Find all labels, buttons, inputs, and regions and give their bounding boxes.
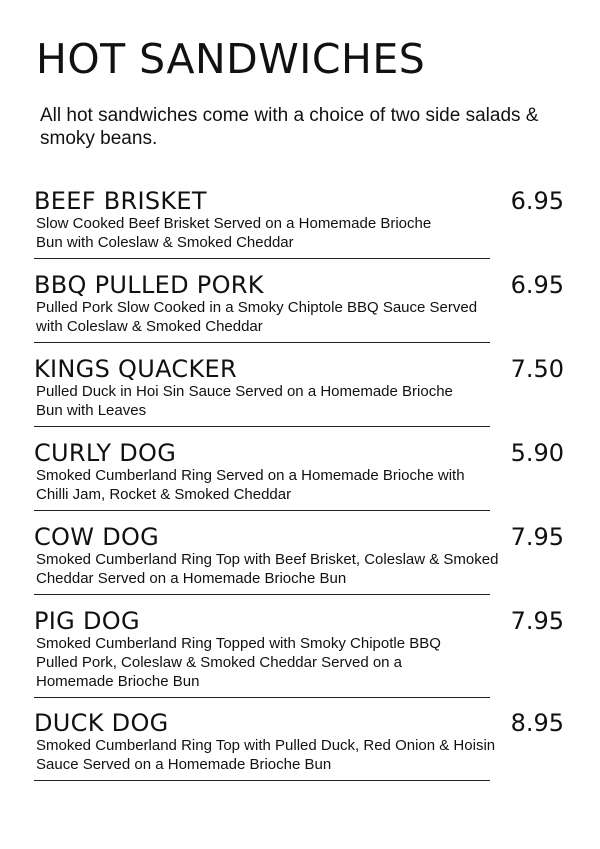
item-price: 6.95 (510, 271, 564, 299)
item-name: PIG DOG (34, 607, 140, 635)
item-divider (34, 510, 490, 511)
item-name: DUCK DOG (34, 709, 169, 737)
item-description: Smoked Cumberland Ring Top with Pulled Duck, Red Onion & Hoisin Sauce Served on a Homemade Brioche Bun (36, 737, 496, 773)
item-description: Pulled Pork Slow Cooked in a Smoky Chiptole BBQ Sauce Served with Coleslaw & Smoked Cheddar (36, 299, 478, 335)
page-title: HOT SANDWICHES (36, 35, 426, 83)
item-description: Pulled Duck in Hoi Sin Sauce Served on a Homemade Brioche Bun with Leaves (36, 383, 453, 419)
intro-text: All hot sandwiches come with a choice of two side salads & smoky beans. (40, 105, 539, 149)
item-description: Smoked Cumberland Ring Served on a Homemade Brioche with Chilli Jam, Rocket & Smoked Cheddar (36, 467, 465, 503)
item-divider (34, 342, 490, 343)
item-divider (34, 780, 490, 781)
item-description: Smoked Cumberland Ring Topped with Smoky Chipotle BBQ Pulled Pork, Coleslaw & Smoked Cheddar Served on a Homemade Brioche Bun (36, 635, 441, 690)
item-divider (34, 258, 490, 259)
item-divider (34, 697, 490, 698)
item-price: 8.95 (510, 709, 564, 737)
item-name: CURLY DOG (34, 439, 177, 467)
item-description: Smoked Cumberland Ring Top with Beef Brisket, Coleslaw & Smoked Cheddar Served on a Homemade Brioche Bun (36, 551, 499, 587)
item-price: 7.50 (510, 355, 564, 383)
item-name: BBQ PULLED PORK (34, 271, 264, 299)
item-price: 7.95 (510, 523, 564, 551)
item-price: 5.90 (510, 439, 564, 467)
item-name: COW DOG (34, 523, 160, 551)
item-name: BEEF BRISKET (34, 187, 207, 215)
item-price: 6.95 (510, 187, 564, 215)
item-name: KINGS QUACKER (34, 355, 237, 383)
item-description: Slow Cooked Beef Brisket Served on a Homemade Brioche Bun with Coleslaw & Smoked Cheddar (36, 215, 432, 251)
item-divider (34, 594, 490, 595)
item-divider (34, 426, 490, 427)
item-price: 7.95 (510, 607, 564, 635)
